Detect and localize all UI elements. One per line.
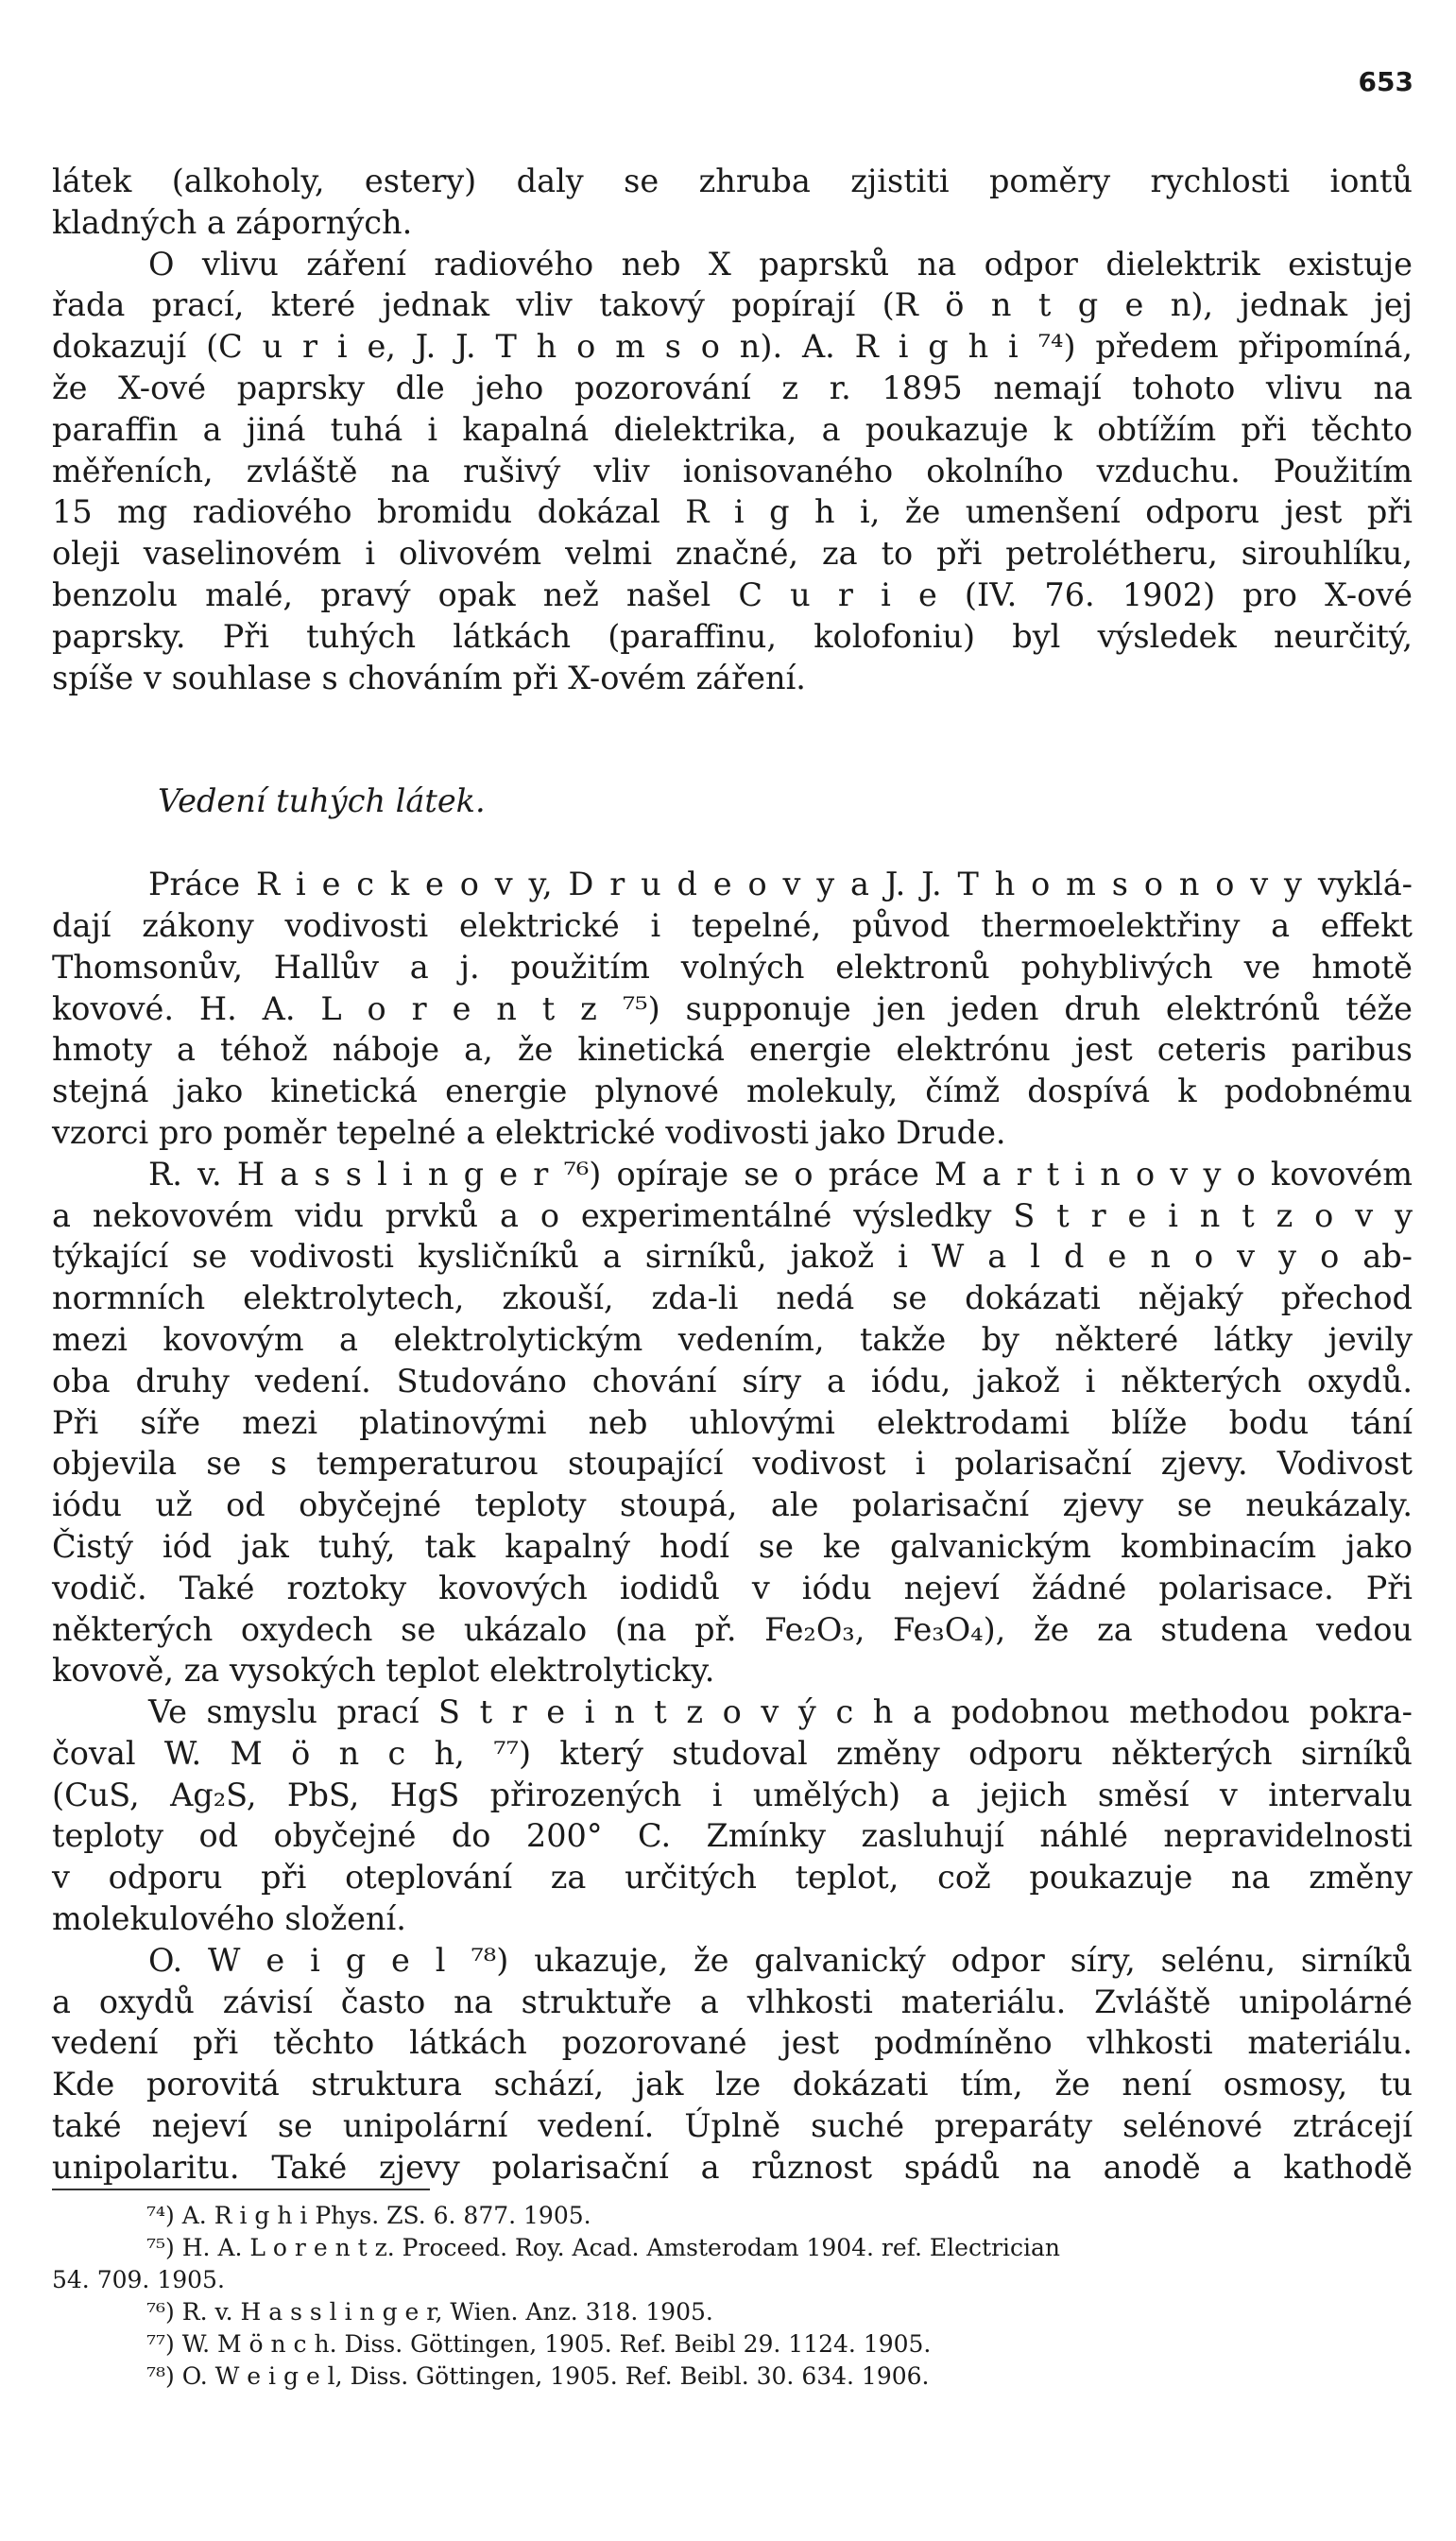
text-line: unipolaritu. Také zjevy polarisační a různost spádů na anodě a kathodě [52, 2148, 1413, 2186]
text-line: Čistý iód jak tuhý, tak kapalný hodí se ke galvanickým kombinacím jako [52, 1527, 1413, 1565]
footnote: ⁷⁶) R. v. H a s s l i n g e r, Wien. Anz. 318. 1905. [146, 2298, 713, 2326]
text-line: Kde porovitá struktura schází, jak lze dokázati tím, že není osmosy, tu [52, 2066, 1413, 2103]
text-line: benzolu malé, pravý opak než našel C u r i e (IV. 76. 1902) pro X-ové [52, 575, 1413, 613]
text-line: oba druhy vedení. Studováno chování síry a iódu, jakož i některých oxydů. [52, 1362, 1413, 1399]
page-number: 653 [1358, 66, 1413, 97]
text-line: hmoty a téhož náboje a, že kinetická energie elektrónu jest ceteris paribus [52, 1031, 1413, 1069]
text-line: řada prací, které jednak vliv takový popírají (R ö n t g e n), jednak jej [52, 286, 1413, 324]
text-line: stejná jako kinetická energie plynové molekuly, čímž dospívá k podobnému [52, 1073, 1413, 1110]
text-line: látek (alkoholy, estery) daly se zhruba zjistiti poměry rychlosti iontů [52, 163, 1413, 199]
text-line: mezi kovovým a elektrolytickým vedením, takže by některé látky jevily [52, 1320, 1413, 1358]
text-line: paprsky. Při tuhých látkách (paraffinu, kolofoniu) byl výsledek neurčitý, [52, 617, 1413, 655]
footnote: ⁷⁵) H. A. L o r e n t z. Proceed. Roy. Acad. Amsterodam 1904. ref. Electrician [146, 2234, 1060, 2261]
text-line: dají zákony vodivosti elektrické i tepelné, původ thermoelektřiny a effekt [52, 906, 1413, 944]
text-line: (CuS, Ag₂S, PbS, HgS přirozených i umělých) a jejich směsí v intervalu [52, 1776, 1413, 1813]
text-line: iódu už od obyčejné teploty stoupá, ale polarisační zjevy se neukázaly. [52, 1486, 1413, 1524]
text-line: také nejeví se unipolární vedení. Úplně suché preparáty selénové ztrácejí [52, 2107, 1413, 2145]
text-line: některých oxydech se ukázalo (na př. Fe₂O₃, Fe₃O₄), že za studena vedou [52, 1610, 1413, 1648]
footnote-divider [52, 2189, 430, 2190]
text-line: a oxydů závisí často na struktuře a vlhkosti materiálu. Zvláště unipolárné [52, 1983, 1413, 2020]
footnote-continuation: 54. 709. 1905. [52, 2266, 225, 2293]
text-line: kovové. H. A. L o r e n t z ⁷⁵) supponuje jen jeden druh elektrónů téže [52, 989, 1413, 1027]
text-line: dokazují (C u r i e, J. J. T h o m s o n). A. R i g h i ⁷⁴) předem připomíná, [52, 328, 1413, 366]
text-line: kladných a záporných. [52, 203, 413, 241]
text-line: a nekovovém vidu prvků a o experimentálné výsledky S t r e i n t z o v y [52, 1196, 1413, 1234]
text-line: vodič. Také roztoky kovových iodidů v iódu nejeví žádné polarisace. Při [52, 1569, 1413, 1606]
text-line: spíše v souhlase s chováním při X-ovém záření. [52, 659, 806, 696]
footnotes [52, 2200, 1413, 2393]
text-line: Při síře mezi platinovými neb uhlovými elektrodami blíže bodu tání [52, 1403, 1413, 1441]
text-line: paraffin a jiná tuhá i kapalná dielektrika, a poukazuje k obtížím při těchto [52, 410, 1413, 448]
text-line: Práce R i e c k e o v y, D r u d e o v y a J. J. T h o m s o n o v y vyklá- [148, 866, 1413, 903]
text-line: vzorci pro poměr tepelné a elektrické vodivosti jako Drude. [52, 1113, 1006, 1151]
section-heading: Vedení tuhých látek. [158, 782, 486, 820]
text-line: Thomsonův, Hallův a j. použitím volných elektronů pohyblivých ve hmotě [52, 948, 1413, 986]
text-line: týkající se vodivosti kysličníků a sirníků, jakož i W a l d e n o v y o ab- [52, 1238, 1413, 1276]
text-line: normních elektrolytech, zkouší, zda-li nedá se dokázati nějaký přechod [52, 1279, 1413, 1317]
text-line: molekulového složení. [52, 1900, 406, 1938]
text-line: že X-ové paprsky dle jeho pozorování z r. 1895 nemají tohoto vlivu na [52, 369, 1413, 406]
text-line: kovově, za vysokých teplot elektrolyticky. [52, 1652, 715, 1690]
footnote: ⁷⁸) O. W e i g e l, Diss. Göttingen, 1905. Ref. Beibl. 30. 634. 1906. [146, 2362, 930, 2390]
text-line: Ve smyslu prací S t r e i n t z o v ý c h a podobnou methodou pokra- [148, 1693, 1413, 1731]
text-line: čoval W. M ö n c h, ⁷⁷) který studoval změny odporu některých sirníků [52, 1734, 1413, 1772]
text-line: 15 mg radiového bromidu dokázal R i g h i, že umenšení odporu jest při [52, 493, 1413, 531]
text-line: O vlivu záření radiového neb X paprsků na odpor dielektrik existuje [148, 245, 1413, 283]
text-line: R. v. H a s s l i n g e r ⁷⁶) opíraje se o práce M a r t i n o v y o kovovém [148, 1155, 1413, 1193]
text-line: teploty od obyčejné do 200° C. Zmínky zasluhují náhlé nepravidelnosti [52, 1817, 1413, 1855]
body-text [52, 161, 1413, 2189]
text-line: měřeních, zvláště na rušivý vliv ionisovaného okolního vzduchu. Použitím [52, 452, 1413, 489]
footnote: ⁷⁷) W. M ö n c h. Diss. Göttingen, 1905. Ref. Beibl 29. 1124. 1905. [146, 2330, 932, 2358]
text-line: oleji vaselinovém i olivovém velmi značné, za to při petrolétheru, sirouhlíku, [52, 535, 1413, 573]
text-line: O. W e i g e l ⁷⁸) ukazuje, že galvanický odpor síry, selénu, sirníků [148, 1941, 1413, 1979]
footnote: ⁷⁴) A. R i g h i Phys. ZS. 6. 877. 1905. [146, 2202, 591, 2229]
text-line: objevila se s temperaturou stoupající vodivost i polarisační zjevy. Vodivost [52, 1445, 1413, 1483]
text-line: v odporu při oteplování za určitých teplot, což poukazuje na změny [52, 1859, 1413, 1897]
text-line: vedení při těchto látkách pozorované jest podmíněno vlhkosti materiálu. [52, 2024, 1413, 2062]
